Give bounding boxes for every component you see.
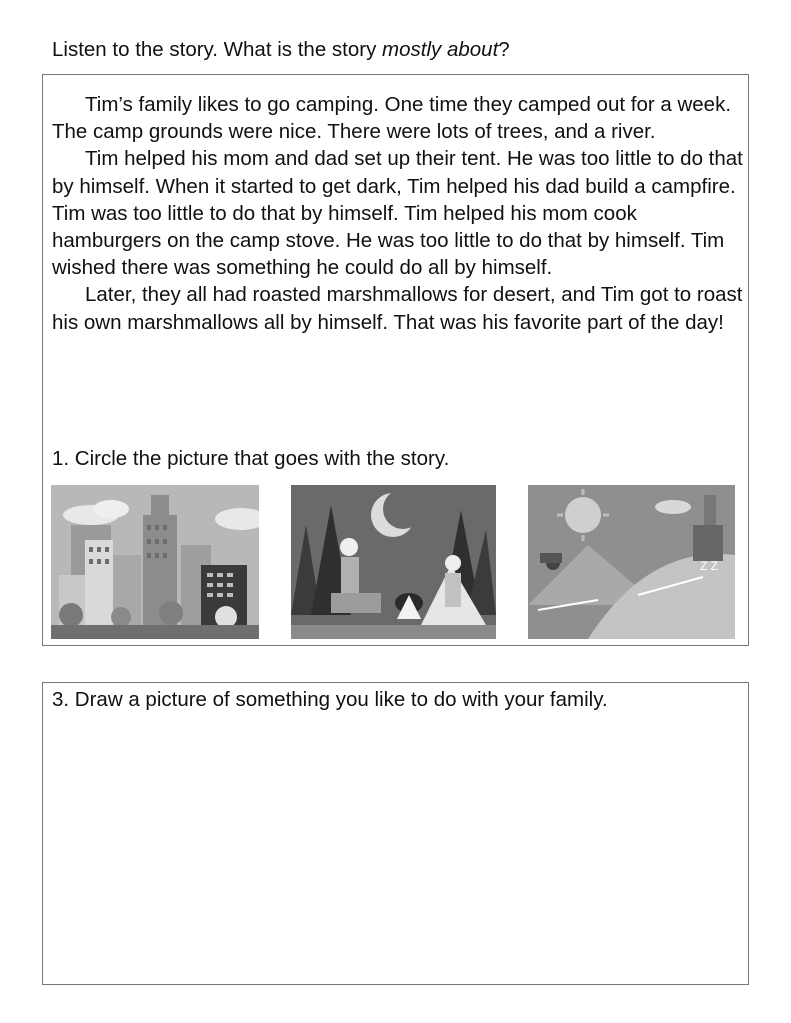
instruction-suffix: ?	[498, 38, 510, 61]
camping-picture[interactable]	[291, 485, 496, 639]
farm-picture[interactable]	[528, 485, 735, 639]
farm-field-icon	[528, 485, 735, 639]
question-3: 3. Draw a picture of something you like to do with your family.	[52, 688, 608, 711]
story-box	[42, 74, 749, 646]
story-paragraph-1: Tim’s family likes to go camping. One time they camped out for a week. The camp grounds were nice. There were lots of trees, and a river.	[52, 93, 732, 144]
story-paragraph-2: Tim helped his mom and dad set up their tent. He was too little to do that by himself. When it started to get dark, Tim helped his dad build a campfire. Tim was too little to do that by himself. Tim helped his mom cook hamburgers on the camp stove. He was too little to do that by himself. Tim wished there was something he could do all by himself.	[52, 147, 743, 280]
farm-sign-text: Z Z	[700, 559, 718, 573]
story-text	[52, 91, 744, 336]
instruction-prefix: Listen to the story. What is the story	[52, 38, 383, 61]
story-paragraph-3: Later, they all had roasted marshmallows for desert, and Tim got to roast his own marshmallows all by himself. That was his favorite part of the day!	[52, 283, 743, 334]
question-1: 1. Circle the picture that goes with the story.	[52, 447, 450, 470]
city-skyline-icon	[51, 485, 259, 639]
instruction-emphasis: mostly about	[382, 38, 499, 61]
campfire-night-icon	[291, 485, 496, 639]
city-picture[interactable]	[51, 485, 259, 639]
drawing-area[interactable]	[42, 682, 749, 985]
instruction	[52, 38, 510, 62]
